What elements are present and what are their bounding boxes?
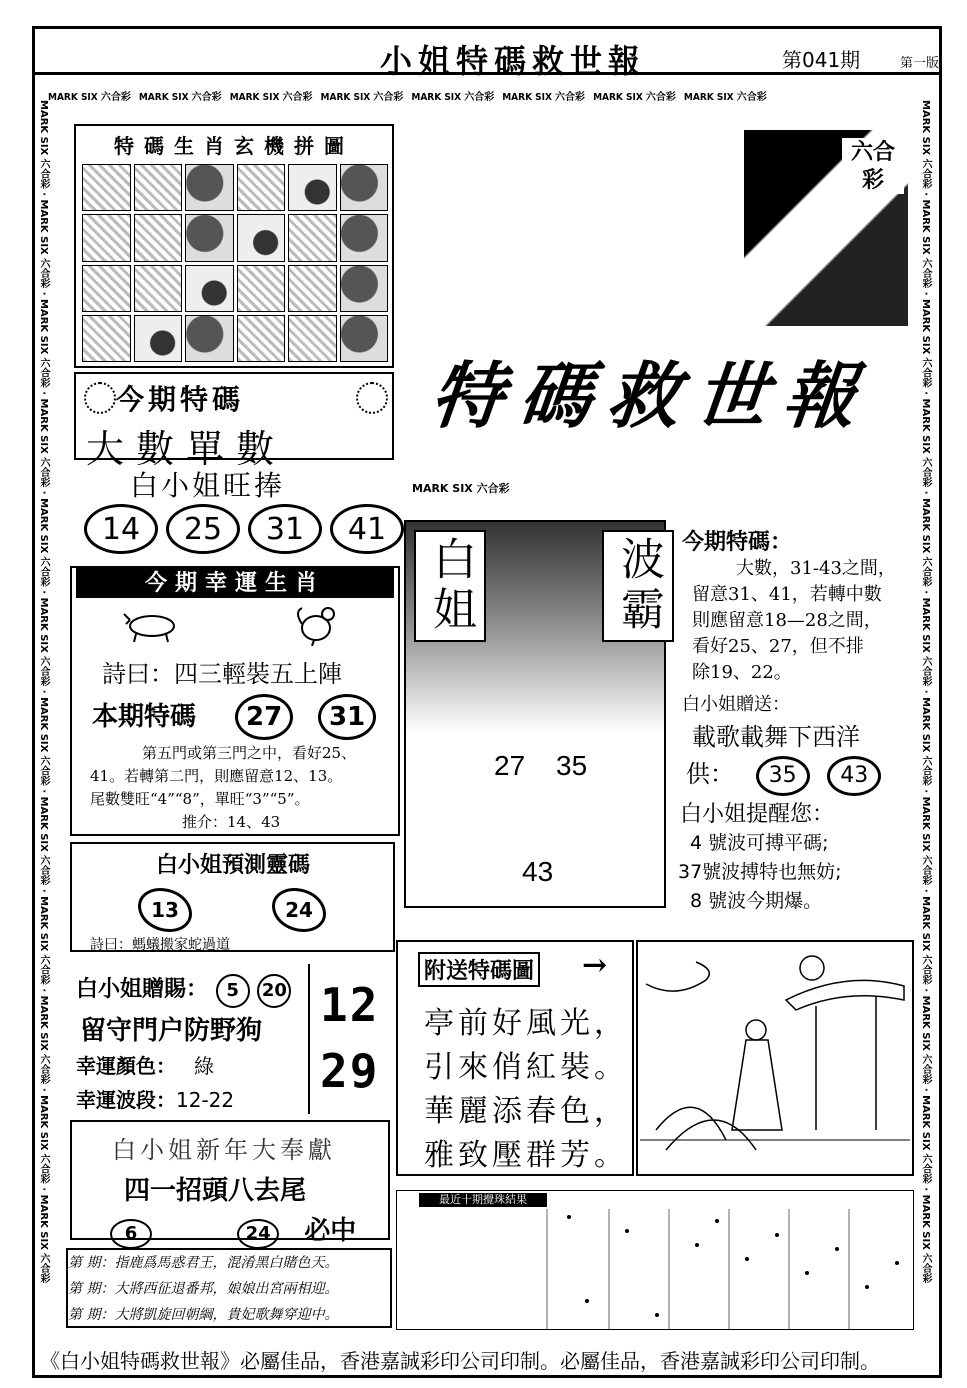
arrow-right-icon: →: [582, 948, 608, 983]
gift-box: [70, 964, 390, 1120]
predict-poem: 詩曰：螞蟻搬家蛇過道: [90, 937, 230, 953]
right-line: 大數，31-43之間，: [736, 558, 896, 579]
results-title: 最近十期攪珠結果: [419, 1193, 547, 1207]
puzzle-cell: [340, 315, 389, 362]
mark-six-badge: 六合彩: [842, 138, 904, 194]
pick-number: 25: [166, 504, 240, 554]
puzzle-cell: [134, 214, 183, 261]
right-gift-line: 載歌載舞下西洋: [692, 723, 860, 751]
verse-line: 第 期：大將凱旋回朝綱，貴妃歌舞穿迎中。: [68, 1307, 339, 1323]
bai-pick-numbers: [84, 504, 404, 554]
pick-number: 31: [248, 504, 322, 554]
photo-number: 35: [556, 750, 588, 781]
verse-line: 第 期：指鹿爲馬惑君王，混淆黑白賭色天。: [68, 1255, 339, 1271]
puzzle-cell: [288, 214, 337, 261]
attach-title: 附送特碼圖: [418, 952, 540, 987]
attach-line: 華麗添春色，: [424, 1094, 628, 1129]
puzzle-cell: [288, 164, 337, 211]
right-line: 留意31、41，若轉中數: [692, 584, 882, 605]
newyear-numbers: 6 24 必中: [110, 1210, 356, 1249]
predict-number: 24: [272, 888, 326, 932]
lucky-para-line: 尾數雙旺“4”“8”，單旺“3”“5”。: [90, 790, 310, 808]
pick-number: 41: [330, 504, 404, 554]
gift-divider: [308, 964, 310, 1114]
attach-line: 引來俏紅裝。: [424, 1050, 628, 1085]
predict-title: 白小姐預測靈碼: [156, 853, 311, 878]
lucky-band: 幸運波段：12-22: [76, 1088, 235, 1112]
lucky-poem: 詩曰：四三輕裝五上陣: [102, 660, 342, 688]
puzzle-cell: [288, 315, 337, 362]
photo-right-text: 波霸: [602, 530, 674, 642]
marksix-logo: MARK SIX 六合彩: [412, 482, 510, 495]
pick-number: 14: [84, 504, 158, 554]
puzzle-cell: [134, 315, 183, 362]
puzzle-cell: [340, 164, 389, 211]
special-code-box: [74, 372, 394, 471]
puzzle-cell: [185, 265, 234, 312]
gift-title: 白小姐贈賜： 5 20: [76, 972, 291, 1008]
puzzle-cell: [82, 315, 131, 362]
verse-line: 第 期：大將西征退番邦，娘娘出宮兩相迎。: [68, 1281, 339, 1297]
puzzle-cell: [134, 265, 183, 312]
right-head: 今期特碼：: [682, 530, 793, 555]
flower-icon: [356, 382, 388, 414]
reminder-box: [676, 800, 914, 940]
puzzle-cell: [82, 214, 131, 261]
bai-pick-box: [74, 462, 394, 550]
verse-box: [66, 1248, 392, 1328]
gift-circle: 20: [257, 974, 291, 1008]
lady-drawing: [636, 940, 914, 1176]
reminder-line: 4 號波可搏平碼;: [690, 832, 829, 854]
right-gift-numbers: 供： 35 43: [676, 756, 908, 796]
ben-label: 本期特碼: [92, 702, 197, 732]
rooster-icon: [292, 602, 342, 646]
photo-number: 43: [522, 856, 554, 887]
puzzle-cell: [82, 265, 131, 312]
lucky-color: 幸運顏色： 綠: [76, 1054, 214, 1078]
right-line: 除19、22。: [692, 662, 792, 683]
bai-pick-title: 白小姐旺捧: [130, 469, 286, 502]
puzzle-cell: [185, 315, 234, 362]
puzzle-cell: [185, 214, 234, 261]
right-gift-head: 白小姐贈送：: [682, 694, 790, 715]
reminder-title: 白小姐提醒您：: [680, 802, 835, 827]
lucky-para-line: 41。若轉第二門，則應留意12、13。: [90, 767, 343, 785]
right-line: 看好25、27，但不排: [692, 636, 864, 657]
puzzle-cell: [288, 265, 337, 312]
border-strip-left: MARK SIX 六合彩 · MARK SIX 六合彩 · MARK SIX 六合彩 · MARK SIX 六合彩 · MARK SIX 六合彩 · MARK SIX 六合彩 · MARK SIX 六合彩 · MARK SIX 六合彩 · MARK SIX 六合彩 · MARK SIX 六合彩 · MARK SIX 六合彩 · MARK SIX 六合彩: [38, 100, 49, 1284]
zodiac-puzzle: [74, 124, 394, 368]
puzzle-cell: [237, 265, 286, 312]
footer-credit: 《白小姐特碼救世報》必屬佳品，香港嘉誠彩印公司印制。必屬佳品，香港嘉誠彩印公司印制。: [40, 1349, 880, 1373]
newspaper-title: 小姐特碼救世報: [380, 42, 647, 80]
photo-left-text: 白姐: [414, 530, 486, 642]
gift-phrase: 留守門户防野狗: [80, 1016, 263, 1046]
predict-number: 13: [138, 888, 192, 932]
puzzle-title: 特碼生肖玄機拼圖: [114, 134, 354, 158]
newyear-box: [70, 1120, 390, 1246]
lucky-para-line: 第五門或第三門之中，看好25、: [142, 744, 357, 762]
puzzle-grid: [82, 164, 388, 362]
results-grid: [397, 1191, 913, 1329]
gift-big-number: 29: [320, 1044, 380, 1098]
puzzle-cell: [237, 214, 286, 261]
ox-icon: [122, 604, 182, 644]
flower-icon: [84, 382, 116, 414]
lucky-zodiac-box: [70, 566, 400, 836]
special-title: 今期特碼: [116, 383, 245, 416]
girl-photo: [404, 520, 666, 908]
lucky-para-line: 推介：14、43: [182, 813, 281, 831]
right-special-text: [676, 530, 908, 796]
predict-box: [70, 842, 395, 952]
reminder-line: 8 號波今期爆。: [690, 890, 823, 912]
border-strip-top: MARK SIX 六合彩 MARK SIX 六合彩 MARK SIX 六合彩 MARK SIX 六合彩 MARK SIX 六合彩 MARK SIX 六合彩 MARK SIX 六合彩 MARK SIX 六合彩: [48, 92, 767, 103]
ben-special: [92, 694, 376, 740]
border-strip-right: MARK SIX 六合彩 · MARK SIX 六合彩 · MARK SIX 六合彩 · MARK SIX 六合彩 · MARK SIX 六合彩 · MARK SIX 六合彩 · MARK SIX 六合彩 · MARK SIX 六合彩 · MARK SIX 六合彩 · MARK SIX 六合彩 · MARK SIX 六合彩 · MARK SIX 六合彩: [920, 100, 931, 1284]
puzzle-cell: [185, 164, 234, 211]
hero-photo: [744, 130, 908, 326]
special-answer: 大數單數: [86, 427, 287, 471]
puzzle-cell: [237, 164, 286, 211]
puzzle-cell: [340, 214, 389, 261]
ben-number: 27: [235, 694, 293, 740]
photo-number: 27: [494, 750, 526, 781]
lucky-zodiac-title: 今期幸運生肖: [76, 568, 394, 598]
puzzle-cell: [134, 164, 183, 211]
reminder-line: 37號波搏特也無妨;: [678, 861, 842, 883]
right-line: 則應留意18—28之間，: [692, 610, 882, 631]
gift-circle: 5: [216, 974, 250, 1008]
attach-line: 亭前好風光，: [424, 1006, 628, 1041]
ben-number: 31: [318, 694, 376, 740]
attach-line: 雅致壓群芳。: [424, 1138, 628, 1173]
edition-label: 第一版: [900, 56, 940, 71]
draw-results-table: [396, 1190, 914, 1330]
newyear-title: 白小姐新年大奉獻: [112, 1136, 336, 1164]
brush-title: 特碼救世報: [426, 353, 876, 438]
attach-box: [396, 940, 634, 1176]
puzzle-cell: [340, 265, 389, 312]
newyear-phrase: 四一招頭八去尾: [124, 1176, 307, 1206]
puzzle-cell: [82, 164, 131, 211]
gift-big-number: 12: [320, 978, 380, 1032]
puzzle-cell: [237, 315, 286, 362]
issue-number: 第041期: [782, 48, 861, 72]
